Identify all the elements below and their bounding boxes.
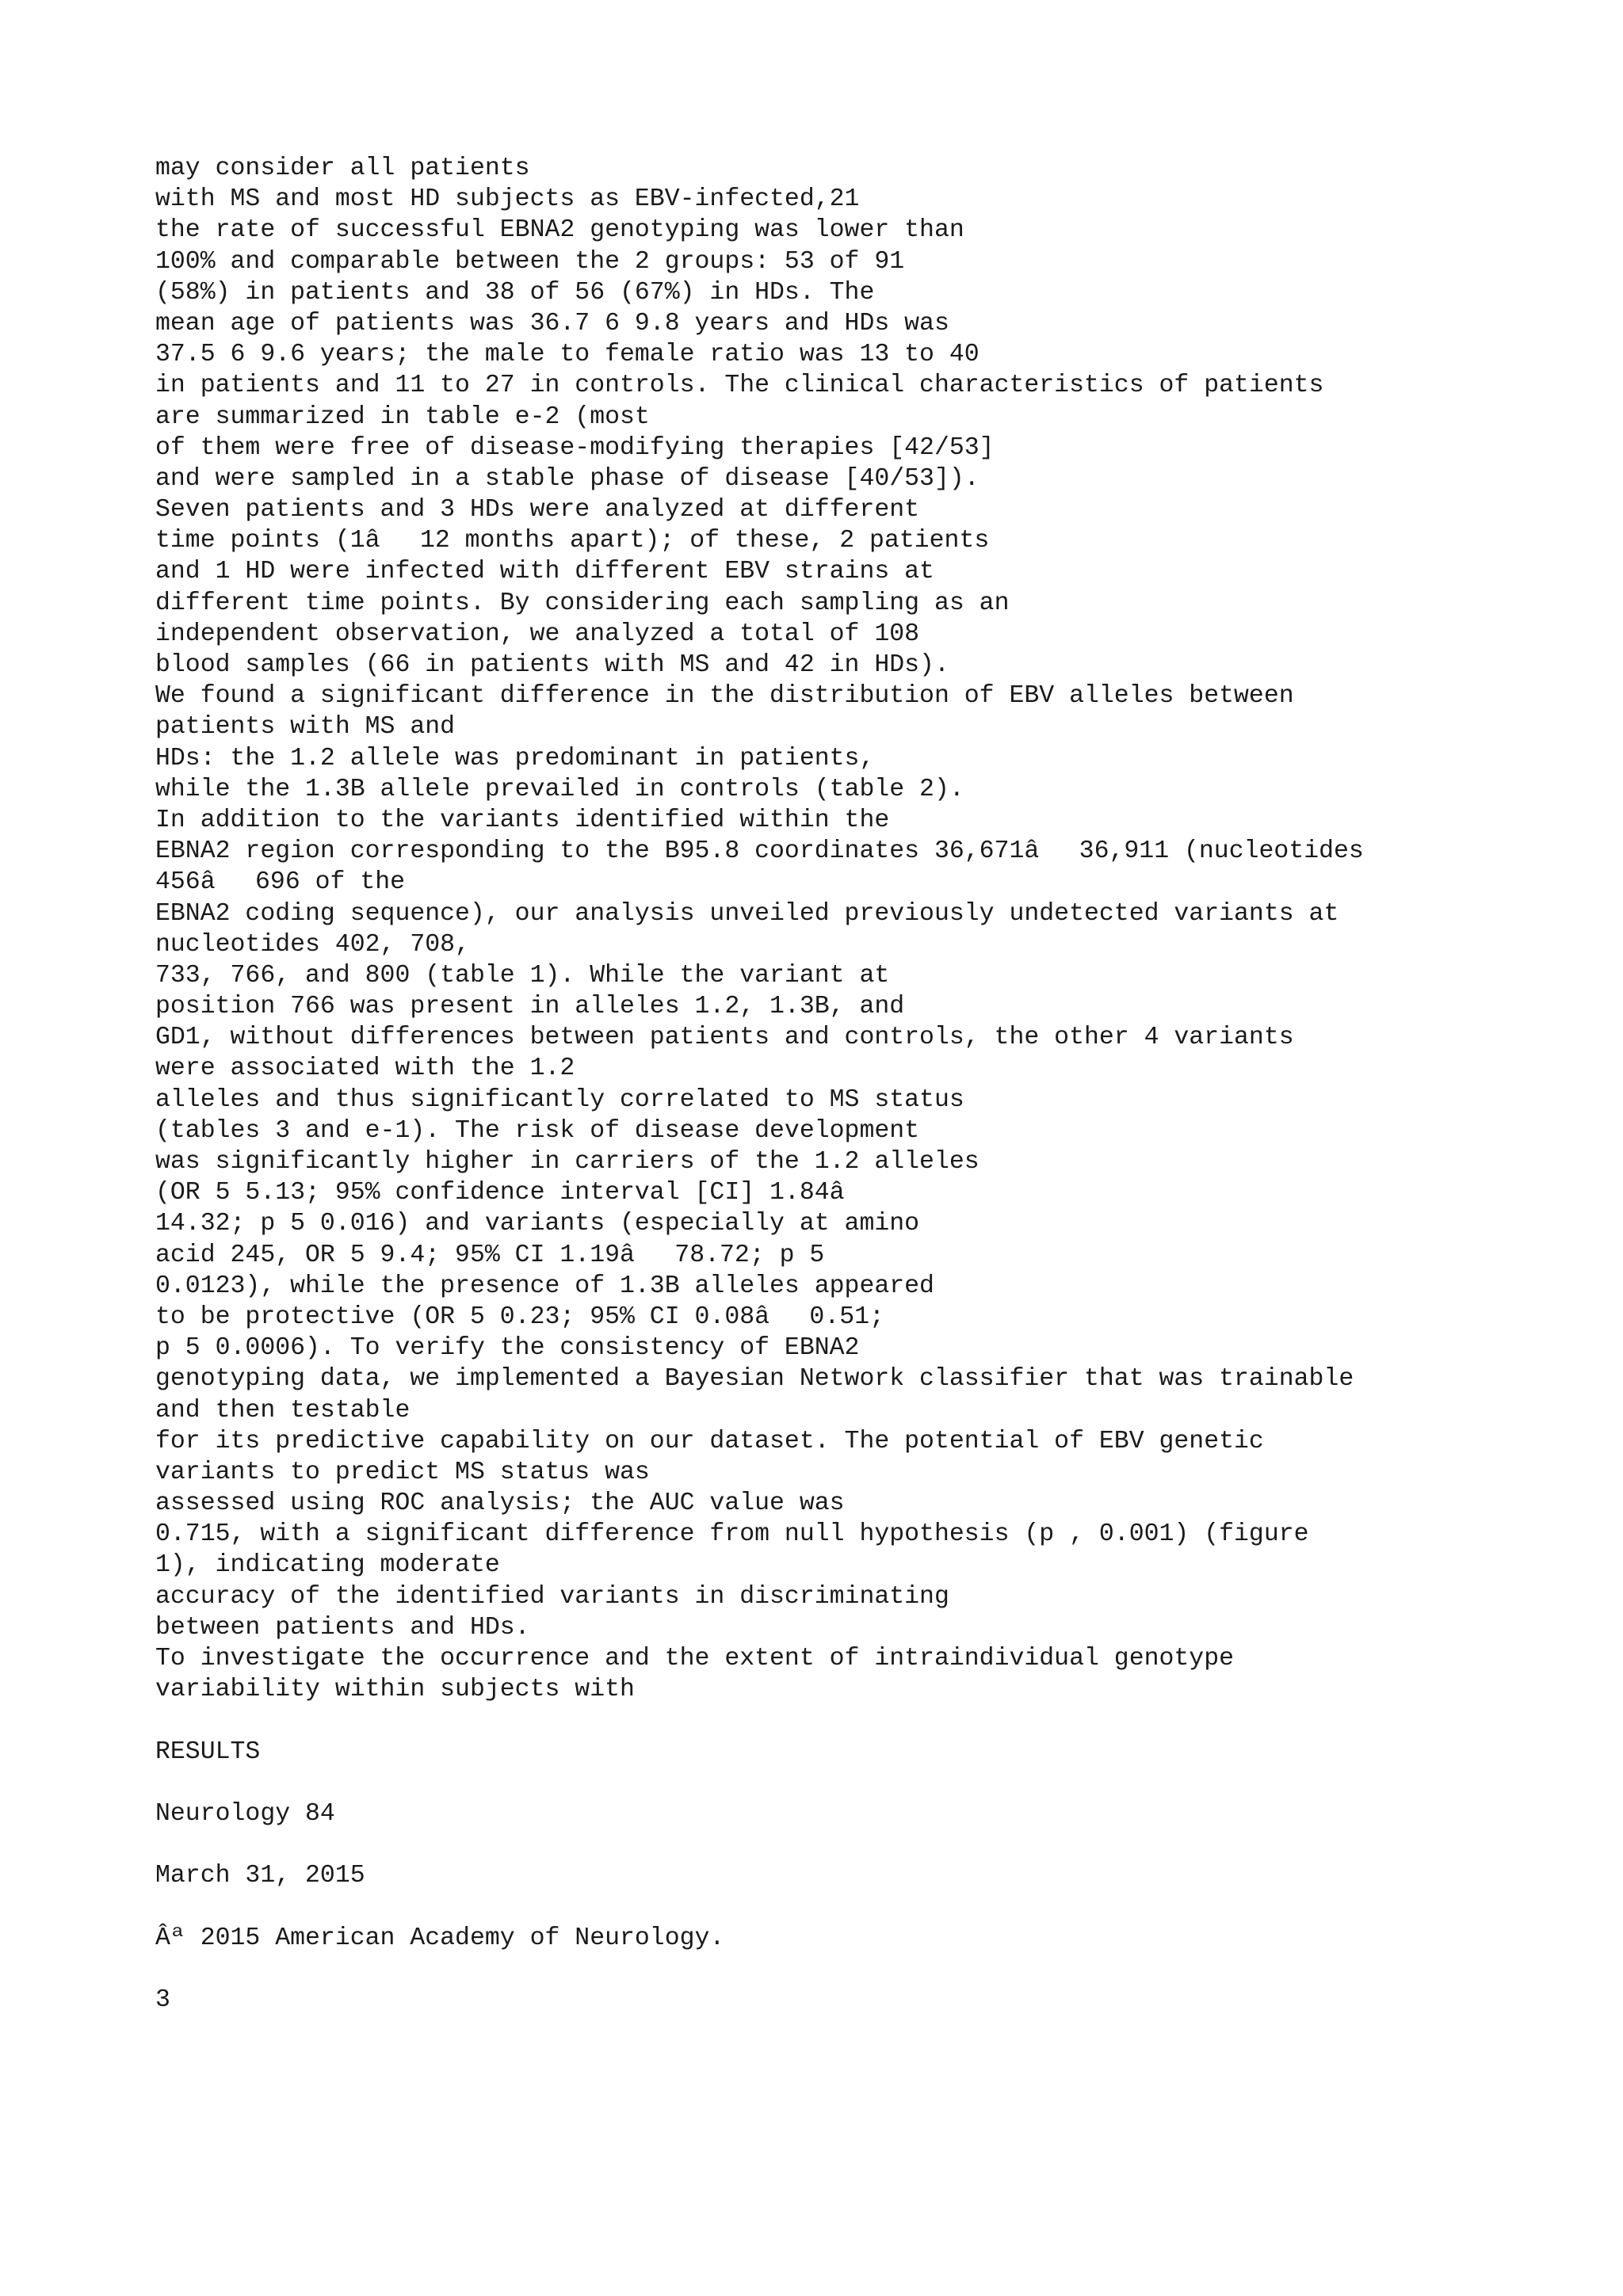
spacer bbox=[155, 1705, 1582, 1736]
body-line: (tables 3 and e-1). The risk of disease development bbox=[155, 1116, 920, 1145]
journal-name: Neurology 84 bbox=[155, 1799, 335, 1828]
body-text bbox=[155, 153, 1582, 1705]
body-line: In addition to the variants identified within the bbox=[155, 806, 890, 834]
body-line: to be protective (OR 5 0.23; 95% CI 0.08â0.51; bbox=[155, 1302, 884, 1331]
body-line: 733, 766, and 800 (table 1). While the variant at bbox=[155, 961, 890, 990]
body-line: To investigate the occurrence and the extent of intraindividual genotype bbox=[155, 1645, 1235, 1672]
body-line: and were sampled in a stable phase of disease [40/53]). bbox=[155, 464, 980, 493]
body-line: for its predictive capability on our dataset. The potential of EBV genetic bbox=[155, 1427, 1264, 1455]
body-line: genotyping data, we implemented a Bayesian Network classifier that was trainable bbox=[155, 1365, 1354, 1394]
body-line: p 5 0.0006). To verify the consistency of EBNA2 bbox=[155, 1334, 860, 1363]
body-line: HDs: the 1.2 allele was predominant in patients, bbox=[155, 744, 875, 772]
body-line: 14.32; p 5 0.016) and variants (especially at amino bbox=[155, 1210, 920, 1238]
body-line: assessed using ROC analysis; the AUC value was bbox=[155, 1489, 845, 1518]
body-line: of them were free of disease-modifying therapies [42/53] bbox=[155, 433, 995, 462]
body-line: Seven patients and 3 HDs were analyzed at different bbox=[155, 496, 920, 524]
body-line: acid 245, OR 5 9.4; 95% CI 1.19â78.72; p 5 bbox=[155, 1241, 825, 1269]
body-line: between patients and HDs. bbox=[155, 1613, 530, 1642]
body-line: patients with MS and bbox=[155, 713, 456, 742]
publication-date: March 31, 2015 bbox=[155, 1862, 365, 1890]
body-line: EBNA2 coding sequence), our analysis unveiled previously undetected variants at bbox=[155, 899, 1339, 928]
body-line: 37.5 6 9.6 years; the male to female ratio was 13 to 40 bbox=[155, 341, 980, 369]
body-line: was significantly higher in carriers of the 1.2 alleles bbox=[155, 1148, 980, 1176]
body-line: accuracy of the identified variants in discriminating bbox=[155, 1582, 949, 1611]
spacer bbox=[155, 1829, 1582, 1860]
body-line: GD1, without differences between patients and controls, the other 4 variants bbox=[155, 1024, 1294, 1052]
body-line: (58%) in patients and 38 of 56 (67%) in HDs. The bbox=[155, 278, 875, 307]
page-number: 3 bbox=[155, 1986, 170, 2015]
body-line: were associated with the 1.2 bbox=[155, 1055, 575, 1083]
spacer bbox=[155, 1892, 1582, 1923]
body-line: with MS and most HD subjects as EBV-infected,21 bbox=[155, 185, 860, 214]
body-line: are summarized in table e-2 (most bbox=[155, 402, 650, 431]
body-line: 456â696 of the bbox=[155, 868, 406, 897]
body-line: may consider all patients bbox=[155, 154, 530, 182]
body-line: EBNA2 region corresponding to the B95.8 coordinates 36,671â36,911 (nucleotides bbox=[155, 837, 1364, 866]
body-line: 0.0123), while the presence of 1.3B alleles appeared bbox=[155, 1272, 934, 1300]
body-line: and then testable bbox=[155, 1396, 411, 1425]
body-line: different time points. By considering each sampling as an bbox=[155, 589, 1010, 617]
body-line: mean age of patients was 36.7 6 9.8 years and HDs was bbox=[155, 309, 949, 338]
body-line: time points (1â12 months apart); of these, 2 patients bbox=[155, 527, 990, 555]
body-line: position 766 was present in alleles 1.2, 1.3B, and bbox=[155, 993, 905, 1021]
body-line: while the 1.3B allele prevailed in controls (table 2). bbox=[155, 775, 964, 803]
body-line: 1), indicating moderate bbox=[155, 1551, 500, 1580]
section-label: RESULTS bbox=[155, 1737, 261, 1766]
body-line: variants to predict MS status was bbox=[155, 1458, 650, 1486]
body-line: We found a significant difference in the distribution of EBV alleles between bbox=[155, 682, 1294, 711]
body-line: alleles and thus significantly correlated to MS status bbox=[155, 1085, 964, 1114]
body-line: blood samples (66 in patients with MS and 42 in HDs). bbox=[155, 651, 949, 679]
body-line: variability within subjects with bbox=[155, 1676, 635, 1704]
body-line: in patients and 11 to 27 in controls. The clinical characteristics of patients bbox=[155, 372, 1324, 400]
body-line: and 1 HD were infected with different EBV strains at bbox=[155, 558, 934, 586]
body-line: 0.715, with a significant difference from null hypothesis (p , 0.001) (figure bbox=[155, 1520, 1309, 1549]
body-line: 100% and comparable between the 2 groups: 53 of 91 bbox=[155, 247, 905, 276]
spacer bbox=[155, 1768, 1582, 1798]
copyright-notice: Âª 2015 American Academy of Neurology. bbox=[155, 1924, 725, 1952]
body-line: (OR 5 5.13; 95% confidence interval [CI] 1.84â bbox=[155, 1179, 884, 1207]
body-line: independent observation, we analyzed a total of 108 bbox=[155, 620, 920, 648]
body-line: the rate of successful EBNA2 genotyping was lower than bbox=[155, 216, 964, 245]
document-page bbox=[155, 153, 1582, 2016]
body-line: nucleotides 402, 708, bbox=[155, 930, 470, 959]
spacer bbox=[155, 1954, 1582, 1985]
